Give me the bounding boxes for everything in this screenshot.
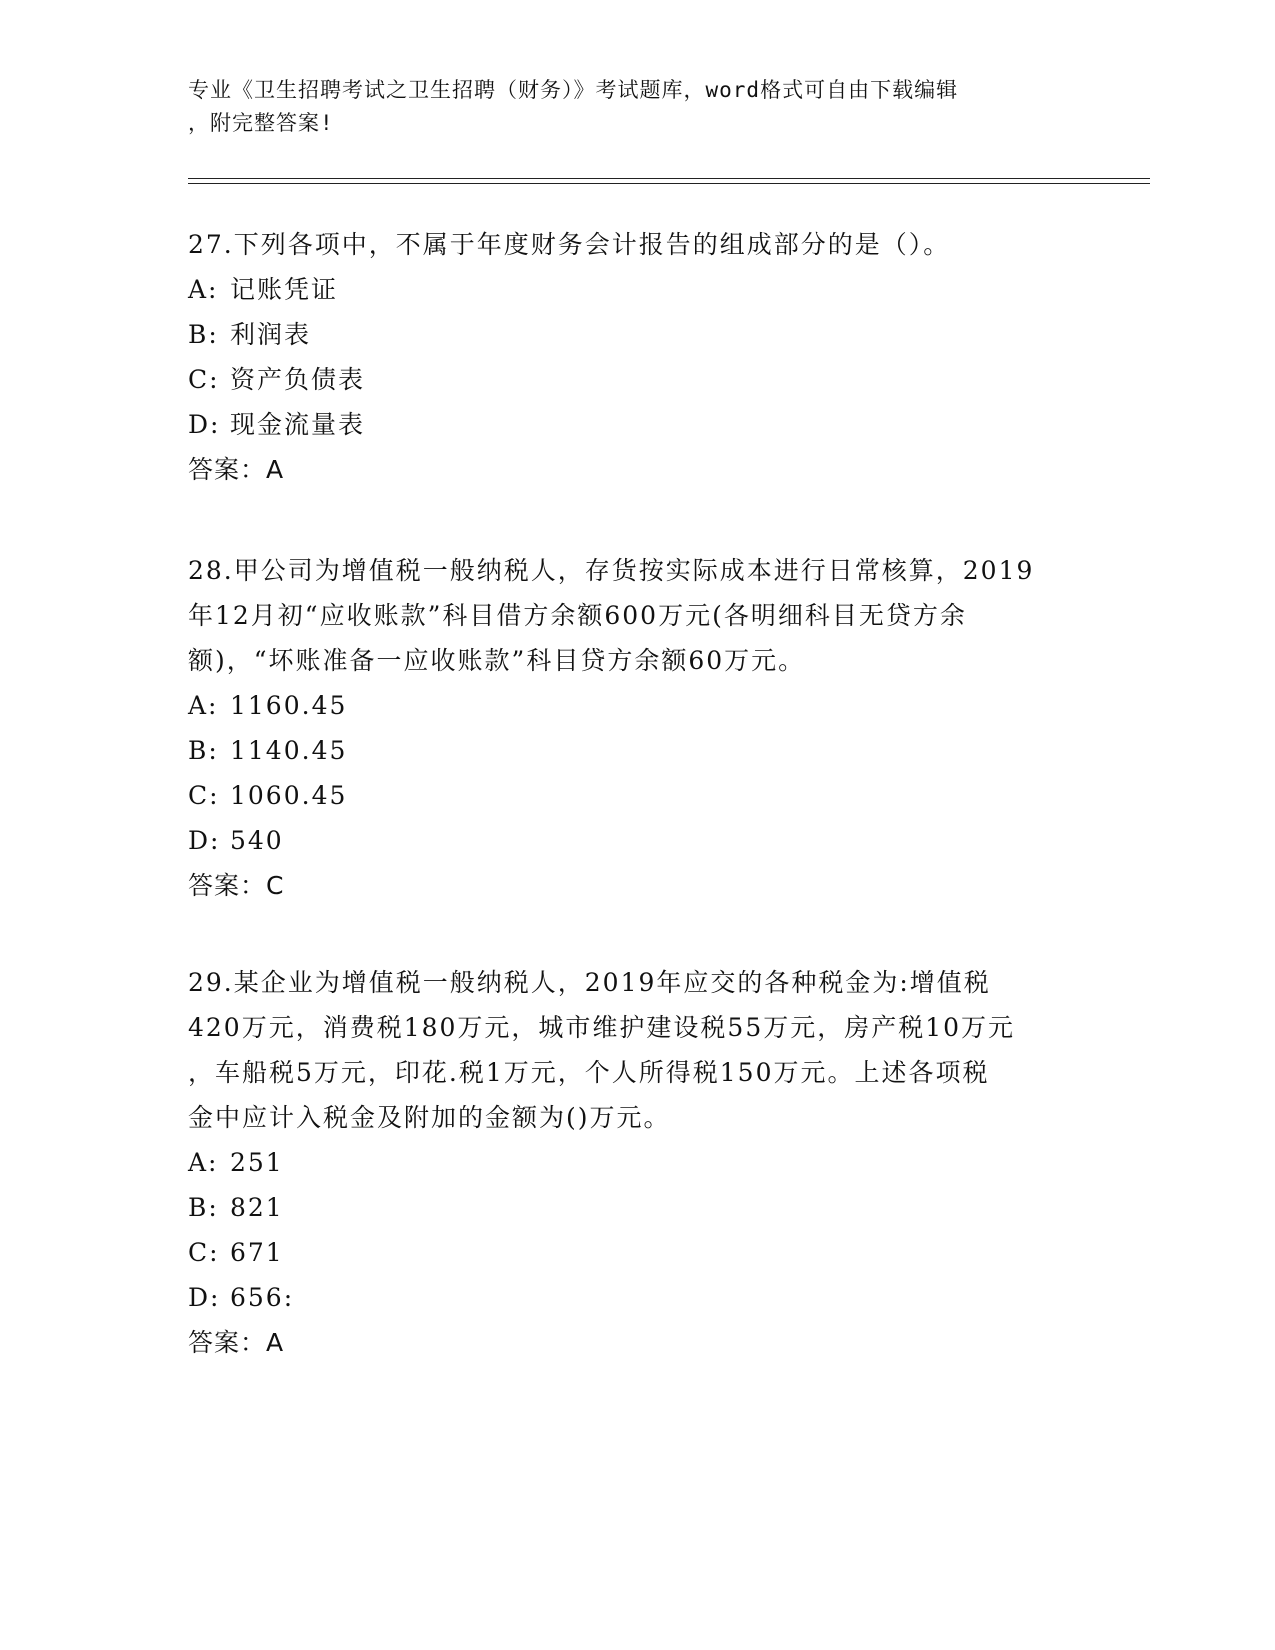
option-b <box>188 728 1088 773</box>
option-key: D: <box>188 826 221 855</box>
option-d <box>188 818 1088 863</box>
stem-line: 年12月初“应收账款”科目借方余额600万元(各明细科目无贷方余 <box>188 601 967 630</box>
option-key: D: <box>188 410 221 439</box>
option-key: A: <box>188 1148 219 1177</box>
option-b <box>188 312 1088 357</box>
option-a <box>188 683 1088 728</box>
option-a <box>188 267 1088 312</box>
option-text: 1160.45 <box>230 691 348 720</box>
question-stem <box>188 548 1088 683</box>
document-header <box>188 74 1068 140</box>
option-key: A: <box>188 691 219 720</box>
option-text: 656: <box>230 1283 295 1312</box>
option-d <box>188 402 1088 447</box>
option-text: 1060.45 <box>230 781 348 810</box>
stem-line: 420万元，消费税180万元，城市维护建设税55万元，房产税10万元 <box>188 1013 1016 1042</box>
question-stem <box>188 222 1088 267</box>
option-key: B: <box>188 320 219 349</box>
option-key: C: <box>188 781 220 810</box>
option-key: B: <box>188 736 219 765</box>
option-text: 记账凭证 <box>230 275 339 304</box>
option-text: 利润表 <box>230 320 312 349</box>
header-line-2: ，附完整答案! <box>188 111 334 135</box>
option-d <box>188 1275 1088 1320</box>
option-key: C: <box>188 365 220 394</box>
option-c <box>188 1230 1088 1275</box>
stem-line: 27.下列各项中，不属于年度财务会计报告的组成部分的是（）。 <box>188 230 951 259</box>
option-c <box>188 357 1088 402</box>
header-line-1: 专业《卫生招聘考试之卫生招聘（财务）》考试题库，word格式可自由下载编辑 <box>188 78 959 102</box>
stem-line: 28.甲公司为增值税一般纳税人，存货按实际成本进行日常核算，2019 <box>188 556 1035 585</box>
question-29 <box>188 960 1088 1365</box>
stem-line: 金中应计入税金及附加的金额为()万元。 <box>188 1103 671 1132</box>
stem-line: 额)，“坏账准备一应收账款”科目贷方余额60万元。 <box>188 646 806 675</box>
stem-line: ，车船税5万元，印花.税1万元，个人所得税150万元。上述各项税 <box>188 1058 990 1087</box>
header-divider <box>188 178 1150 184</box>
option-a <box>188 1140 1088 1185</box>
option-key: C: <box>188 1238 220 1267</box>
option-text: 251 <box>230 1148 284 1177</box>
option-text: 1140.45 <box>230 736 348 765</box>
answer-label: 答案：A <box>188 1328 285 1357</box>
option-key: A: <box>188 275 219 304</box>
option-b <box>188 1185 1088 1230</box>
option-text: 资产负债表 <box>230 365 366 394</box>
question-stem <box>188 960 1088 1140</box>
answer-label: 答案：C <box>188 871 285 900</box>
option-text: 671 <box>230 1238 284 1267</box>
option-key: D: <box>188 1283 221 1312</box>
question-27 <box>188 222 1088 492</box>
answer-label: 答案：A <box>188 455 285 484</box>
stem-line: 29.某企业为增值税一般纳税人，2019年应交的各种税金为:增值税 <box>188 968 991 997</box>
option-text: 现金流量表 <box>230 410 366 439</box>
option-c <box>188 773 1088 818</box>
option-key: B: <box>188 1193 219 1222</box>
option-text: 821 <box>230 1193 284 1222</box>
question-28 <box>188 548 1088 908</box>
option-text: 540 <box>230 826 284 855</box>
